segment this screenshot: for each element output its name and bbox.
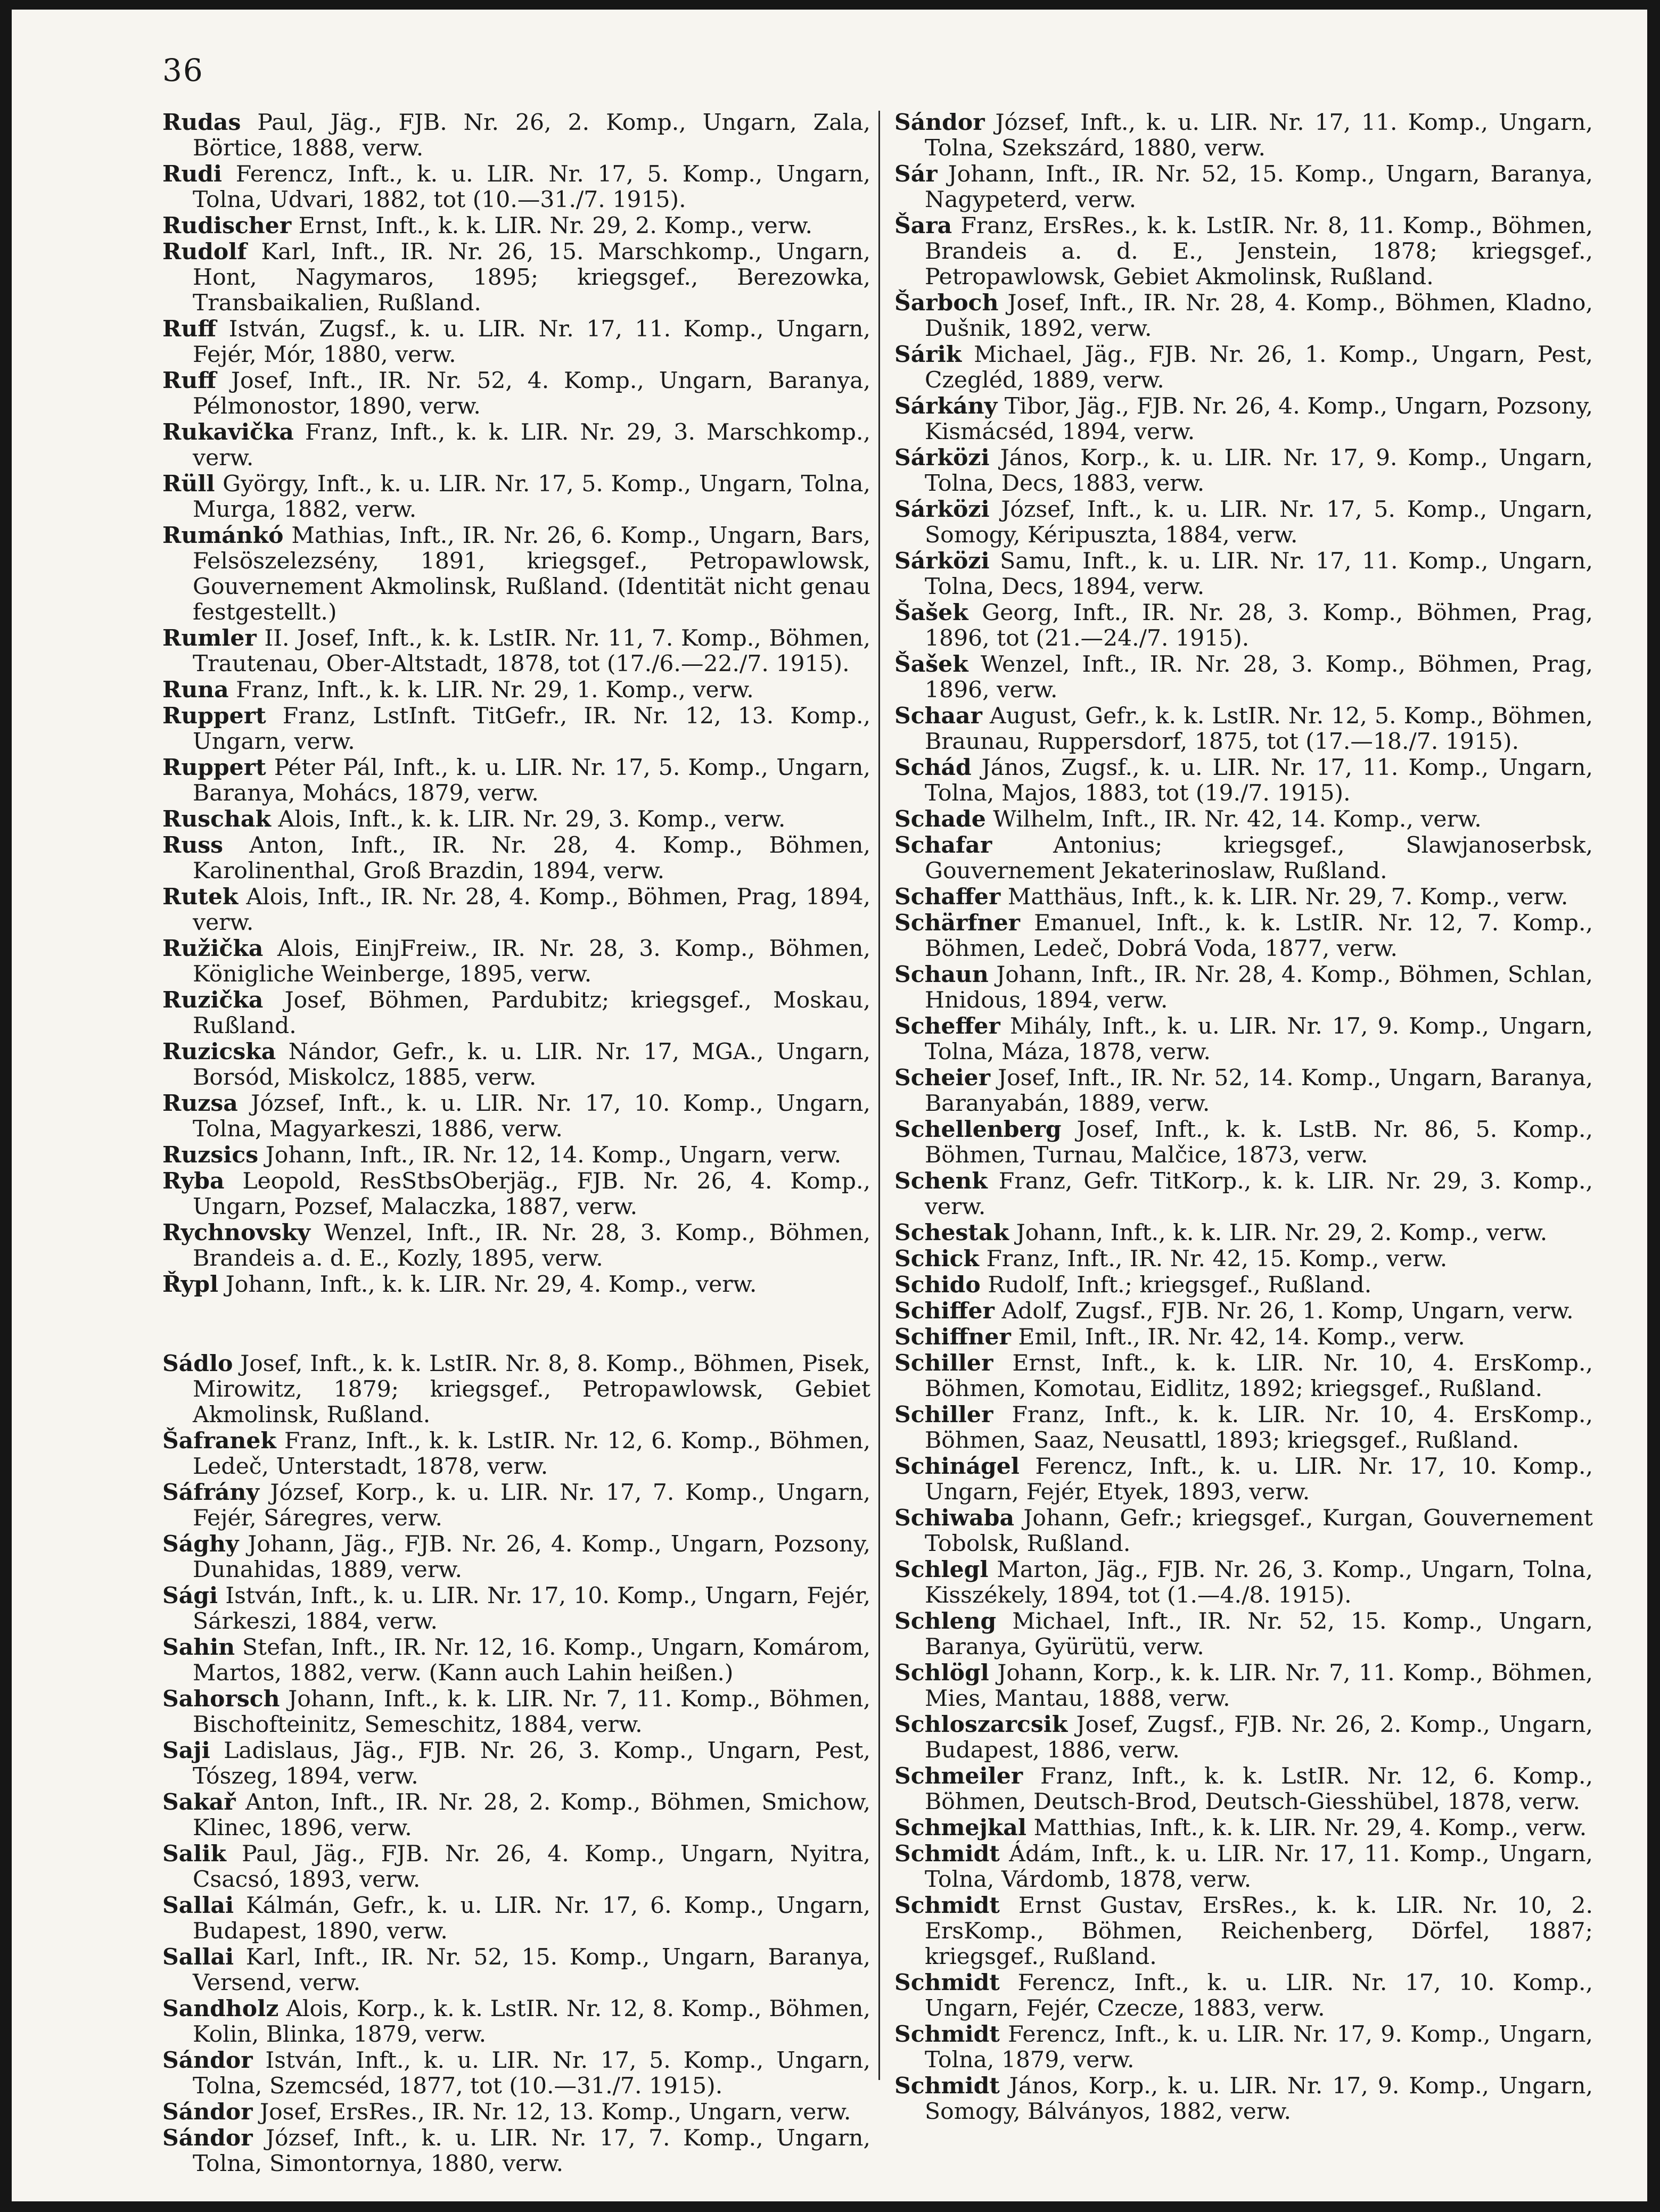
register-entry <box>894 1168 1593 1220</box>
entry-surname: Šašek <box>894 651 968 678</box>
left-column <box>162 110 870 2177</box>
entry-details: Johann, Inft., IR. Nr. 52, 15. Komp., Ungarn, Baranya, Nagypeterd, verw. <box>925 161 1593 213</box>
register-entry <box>162 213 870 239</box>
register-entry <box>894 703 1593 755</box>
entry-surname: Sáfrány <box>162 1479 260 1506</box>
entry-details: Ernst, Inft., k. k. LIR. Nr. 10, 4. ErsKomp., Böhmen, Komotau, Eidlitz, 1892; kriegsgef., Rußland. <box>925 1350 1593 1402</box>
entry-surname: Schenk <box>894 1168 988 1194</box>
entry-details: Marton, Jäg., FJB. Nr. 26, 3. Komp., Ungarn, Tolna, Kisszékely, 1894, tot (1.—4./8. 1915). <box>925 1557 1593 1608</box>
entry-details: Anton, Inft., IR. Nr. 28, 4. Komp., Böhmen, Karolinenthal, Groß Brazdin, 1894, verw. <box>193 832 870 884</box>
register-entry <box>894 600 1593 651</box>
entry-surname: Schellenberg <box>894 1116 1062 1143</box>
entry-details: Anton, Inft., IR. Nr. 28, 2. Komp., Böhmen, Smichow, Klinec, 1896, verw. <box>193 1789 870 1841</box>
entry-surname: Sallai <box>162 1944 234 1970</box>
register-entry <box>162 1738 870 1789</box>
entry-surname: Schärfner <box>894 910 1021 936</box>
register-entry <box>162 1841 870 1893</box>
register-entry <box>894 1065 1593 1117</box>
entry-surname: Sárközi <box>894 548 990 574</box>
entry-surname: Schido <box>894 1272 981 1298</box>
entry-surname: Schmidt <box>894 2021 1000 2048</box>
entry-details: Franz, Inft., IR. Nr. 42, 15. Komp., verw. <box>979 1246 1448 1272</box>
register-entry <box>894 1350 1593 1402</box>
entry-surname: Schmejkal <box>894 1814 1026 1841</box>
entry-surname: Rudolf <box>162 238 247 265</box>
register-entry <box>894 806 1593 832</box>
entry-details: Alois, Korp., k. k. LstIR. Nr. 12, 8. Komp., Böhmen, Kolin, Blinka, 1879, verw. <box>193 1996 870 2048</box>
entry-surname: Rumánkó <box>162 522 284 549</box>
entry-details: Michael, Inft., IR. Nr. 52, 15. Komp., Ungarn, Baranya, Gyürütü, verw. <box>925 1608 1593 1660</box>
entry-surname: Rukavička <box>162 419 294 445</box>
entry-details: István, Inft., k. u. LIR. Nr. 17, 5. Komp., Ungarn, Tolna, Szemcséd, 1877, tot (10.—31./7. 1915). <box>193 2048 870 2099</box>
register-entry <box>894 1220 1593 1246</box>
register-entry <box>894 1402 1593 1454</box>
register-entry <box>162 755 870 806</box>
register-entry <box>162 1142 870 1168</box>
entry-surname: Ruppert <box>162 754 266 781</box>
entry-surname: Schlegl <box>894 1556 989 1583</box>
entry-details: Antonius; kriegsgef., Slawjanoserbsk, Gouvernement Jekaterinoslaw, Rußland. <box>925 832 1593 884</box>
entry-surname: Schaar <box>894 703 982 729</box>
entry-surname: Šarboch <box>894 290 999 316</box>
register-entry <box>894 1712 1593 1763</box>
register-entry <box>894 1970 1593 2021</box>
entry-surname: Schleng <box>894 1608 997 1635</box>
register-entry <box>162 1686 870 1738</box>
entry-details: Ladislaus, Jäg., FJB. Nr. 26, 3. Komp., Ungarn, Pest, Tószeg, 1894, verw. <box>193 1738 870 1789</box>
entry-surname: Ružička <box>162 935 264 962</box>
entry-surname: Sádlo <box>162 1350 233 1377</box>
entry-surname: Rudischer <box>162 212 292 239</box>
entry-details: Josef, Inft., k. k. LstIR. Nr. 8, 8. Komp., Böhmen, Pisek, Mirowitz, 1879; kriegsgef., Petropawlowsk, Gebiet Akmolinsk, Rußland. <box>193 1351 870 1428</box>
register-entry <box>162 884 870 936</box>
entry-details: Wenzel, Inft., IR. Nr. 28, 3. Komp., Böhmen, Prag, 1896, verw. <box>925 651 1593 703</box>
entry-surname: Schaun <box>894 961 989 988</box>
register-entry <box>894 884 1593 910</box>
entry-details: Karl, Inft., IR. Nr. 52, 15. Komp., Ungarn, Baranya, Versend, verw. <box>193 1944 870 1996</box>
entry-details: Adolf, Zugsf., FJB. Nr. 26, 1. Komp, Ungarn, verw. <box>994 1298 1574 1324</box>
register-entry <box>894 393 1593 445</box>
entry-surname: Ryba <box>162 1168 225 1194</box>
entry-surname: Řypl <box>162 1271 219 1298</box>
entry-surname: Schmeiler <box>894 1763 1023 1789</box>
entry-surname: Rychnovsky <box>162 1219 311 1246</box>
register-entry <box>162 806 870 832</box>
entry-details: Matthias, Inft., k. k. LIR. Nr. 29, 4. Komp., verw. <box>1026 1815 1587 1841</box>
entry-surname: Šašek <box>894 599 968 626</box>
register-entry <box>162 1168 870 1220</box>
register-entry <box>162 1272 870 1298</box>
entry-details: Wilhelm, Inft., IR. Nr. 42, 14. Komp., verw. <box>985 806 1482 832</box>
entry-details: Franz, Inft., k. k. LIR. Nr. 10, 4. ErsKomp., Böhmen, Saaz, Neusattl, 1893; kriegsgef., Rußland. <box>925 1402 1593 1454</box>
entry-surname: Sági <box>162 1582 218 1609</box>
register-entry <box>894 1505 1593 1557</box>
entry-details: Josef, Inft., k. k. LstB. Nr. 86, 5. Komp., Böhmen, Turnau, Malčice, 1873, verw. <box>925 1117 1593 1168</box>
register-entry <box>894 342 1593 393</box>
register-entry <box>162 703 870 755</box>
entry-surname: Schlögl <box>894 1660 989 1686</box>
register-entry <box>894 1117 1593 1168</box>
register-entry <box>162 110 870 161</box>
register-entry <box>162 161 870 213</box>
entry-surname: Saji <box>162 1737 210 1764</box>
register-entry <box>162 239 870 316</box>
entry-details: Michael, Jäg., FJB. Nr. 26, 1. Komp., Ungarn, Pest, Czegléd, 1889, verw. <box>925 342 1593 393</box>
entry-surname: Ruschak <box>162 806 271 832</box>
register-entry <box>894 497 1593 548</box>
entry-surname: Schiffner <box>894 1324 1011 1350</box>
entry-surname: Rudas <box>162 109 241 136</box>
entry-surname: Sághy <box>162 1531 239 1557</box>
entry-details: Ferencz, Inft., k. u. LIR. Nr. 17, 10. Komp., Ungarn, Fejér, Czecze, 1883, verw. <box>925 1970 1593 2021</box>
entry-details: Kálmán, Gefr., k. u. LIR. Nr. 17, 6. Komp., Ungarn, Budapest, 1890, verw. <box>193 1893 870 1944</box>
entry-details: Alois, EinjFreiw., IR. Nr. 28, 3. Komp., Böhmen, Königliche Weinberge, 1895, verw. <box>193 936 870 987</box>
register-entry <box>894 161 1593 213</box>
entry-details: Ádám, Inft., k. u. LIR. Nr. 17, 11. Komp., Ungarn, Tolna, Várdomb, 1878, verw. <box>925 1841 1593 1893</box>
entry-details: Franz, Inft., k. k. LIR. Nr. 29, 1. Komp., verw. <box>228 677 754 703</box>
entry-details: Johann, Gefr.; kriegsgef., Kurgan, Gouvernement Tobolsk, Rußland. <box>925 1505 1593 1557</box>
document-page <box>12 10 1647 2201</box>
entry-surname: Schinágel <box>894 1453 1020 1480</box>
register-entry <box>894 1246 1593 1272</box>
entry-details: Ferencz, Inft., k. u. LIR. Nr. 17, 10. Komp., Ungarn, Fejér, Etyek, 1893, verw. <box>925 1454 1593 1505</box>
entry-details: Josef, ErsRes., IR. Nr. 12, 13. Komp., Ungarn, verw. <box>252 2099 851 2125</box>
entry-surname: Sárközi <box>894 444 990 471</box>
register-entry <box>162 1220 870 1272</box>
register-entry <box>162 1480 870 1531</box>
entry-details: Franz, LstInft. TitGefr., IR. Nr. 12, 13. Komp., Ungarn, verw. <box>193 703 870 755</box>
entry-details: Emanuel, Inft., k. k. LstIR. Nr. 12, 7. Komp., Böhmen, Ledeč, Dobrá Voda, 1877, verw. <box>925 910 1593 962</box>
entry-details: II. Josef, Inft., k. k. LstIR. Nr. 11, 7. Komp., Böhmen, Trautenau, Ober-Altstadt, 1878, tot (17./6.—22./7. 1915). <box>193 625 870 677</box>
entry-details: Georg, Inft., IR. Nr. 28, 3. Komp., Böhmen, Prag, 1896, tot (21.—24./7. 1915). <box>925 600 1593 651</box>
entry-details: Alois, Inft., k. k. LIR. Nr. 29, 3. Komp., verw. <box>270 806 786 832</box>
entry-details: Franz, Inft., k. k. LstIR. Nr. 12, 6. Komp., Böhmen, Deutsch-Brod, Deutsch-Giesshübel, 1878, verw. <box>925 1763 1593 1815</box>
entry-details: Franz, Gefr. TitKorp., k. k. LIR. Nr. 29, 3. Komp., verw. <box>925 1168 1593 1220</box>
register-entry <box>162 1635 870 1686</box>
register-entry <box>162 677 870 703</box>
entry-details: Rudolf, Inft.; kriegsgef., Rußland. <box>980 1272 1372 1298</box>
register-entry <box>162 1789 870 1841</box>
entry-surname: Ruzička <box>162 987 264 1013</box>
entry-surname: Sárközi <box>894 496 990 523</box>
entry-surname: Sándor <box>162 2099 253 2125</box>
entry-details: Matthäus, Inft., k. k. LIR. Nr. 29, 7. Komp., verw. <box>1000 884 1568 910</box>
entry-details: József, Inft., k. u. LIR. Nr. 17, 5. Komp., Ungarn, Somogy, Kéripuszta, 1884, verw. <box>925 497 1593 548</box>
entry-surname: Russ <box>162 832 224 859</box>
entry-surname: Scheier <box>894 1064 991 1091</box>
entry-details: Alois, Inft., IR. Nr. 28, 4. Komp., Böhmen, Prag, 1894, verw. <box>193 884 870 936</box>
entry-details: Paul, Jäg., FJB. Nr. 26, 2. Komp., Ungarn, Zala, Börtice, 1888, verw. <box>193 110 870 161</box>
register-entry <box>162 625 870 677</box>
entry-details: Péter Pál, Inft., k. u. LIR. Nr. 17, 5. Komp., Ungarn, Baranya, Mohács, 1879, verw. <box>193 755 870 806</box>
register-entry <box>894 1272 1593 1298</box>
entry-surname: Schmidt <box>894 2073 1000 2099</box>
register-entry <box>894 651 1593 703</box>
register-entry <box>162 1531 870 1583</box>
entry-surname: Ruppert <box>162 703 266 729</box>
entry-surname: Šara <box>894 212 952 239</box>
register-entry <box>162 1428 870 1480</box>
right-column <box>894 110 1593 2125</box>
entry-details: Josef, Böhmen, Pardubitz; kriegsgef., Moskau, Rußland. <box>193 987 870 1039</box>
register-entry <box>162 368 870 419</box>
entry-details: István, Inft., k. u. LIR. Nr. 17, 10. Komp., Ungarn, Fejér, Sárkeszi, 1884, verw. <box>193 1583 870 1635</box>
register-entry <box>162 1996 870 2048</box>
register-entry <box>894 2073 1593 2125</box>
register-entry <box>162 523 870 625</box>
register-entry <box>162 1944 870 1996</box>
register-entry <box>162 316 870 368</box>
entry-details: Emil, Inft., IR. Nr. 42, 14. Komp., verw. <box>1010 1324 1465 1350</box>
entry-details: Franz, Inft., k. k. LstIR. Nr. 12, 6. Komp., Böhmen, Ledeč, Unterstadt, 1878, verw. <box>193 1428 870 1480</box>
page-number: 36 <box>162 52 204 88</box>
entry-details: Mathias, Inft., IR. Nr. 26, 6. Komp., Ungarn, Bars, Felsöszelezsény, 1891, kriegsgef., Petropawlowsk, Gouvernement Akmolinsk, Rußland. (Identität nicht genau festgestellt.) <box>193 523 870 625</box>
entry-surname: Schád <box>894 754 972 781</box>
entry-surname: Rudi <box>162 161 223 187</box>
entry-details: Johann, Jäg., FJB. Nr. 26, 4. Komp., Ungarn, Pozsony, Dunahidas, 1889, verw. <box>193 1531 870 1583</box>
entry-surname: Sandholz <box>162 1995 279 2022</box>
register-entry <box>162 987 870 1039</box>
entry-details: Johann, Inft., k. k. LIR. Nr. 29, 2. Komp., verw. <box>1009 1220 1548 1246</box>
entry-surname: Ruff <box>162 316 217 342</box>
entry-details: Franz, ErsRes., k. k. LstIR. Nr. 8, 11. Komp., Böhmen, Brandeis a. d. E., Jenstein, 1878; kriegsgef., Petropawlowsk, Gebiet Akmolinsk, Rußland. <box>925 213 1593 290</box>
register-entry <box>162 1893 870 1944</box>
entry-surname: Sándor <box>162 2047 253 2074</box>
entry-details: Johann, Inft., IR. Nr. 28, 4. Komp., Böhmen, Schlan, Hnidous, 1894, verw. <box>925 962 1593 1013</box>
register-entry <box>162 2099 870 2125</box>
entry-details: József, Inft., k. u. LIR. Nr. 17, 10. Komp., Ungarn, Tolna, Magyarkeszi, 1886, verw. <box>193 1091 870 1142</box>
entry-surname: Sakař <box>162 1789 236 1815</box>
entry-details: Ferencz, Inft., k. u. LIR. Nr. 17, 9. Komp., Ungarn, Tolna, 1879, verw. <box>925 2021 1593 2073</box>
entry-surname: Schmidt <box>894 1892 1000 1919</box>
register-entry <box>894 548 1593 600</box>
entry-surname: Schaffer <box>894 884 1001 910</box>
entry-details: Johann, Inft., IR. Nr. 12, 14. Komp., Ungarn, verw. <box>258 1142 842 1168</box>
register-entry <box>894 1660 1593 1712</box>
entry-details: Karl, Inft., IR. Nr. 26, 15. Marschkomp., Ungarn, Hont, Nagymaros, 1895; kriegsgef., Berezowka, Transbaikalien, Rußland. <box>193 239 870 316</box>
entry-details: Ernst Gustav, ErsRes., k. k. LIR. Nr. 10, 2. ErsKomp., Böhmen, Reichenberg, Dörfel, 1887; kriegsgef., Rußland. <box>925 1893 1593 1970</box>
entry-surname: Rutek <box>162 884 239 910</box>
register-entry <box>162 832 870 884</box>
entry-details: Josef, Inft., IR. Nr. 52, 4. Komp., Ungarn, Baranya, Pélmonostor, 1890, verw. <box>193 368 870 419</box>
entry-surname: Sahin <box>162 1634 235 1661</box>
entry-surname: Sárik <box>894 341 962 368</box>
entry-details: Josef, Inft., IR. Nr. 52, 14. Komp., Ungarn, Baranya, Baranyabán, 1889, verw. <box>925 1065 1593 1117</box>
entry-details: Ferencz, Inft., k. u. LIR. Nr. 17, 5. Komp., Ungarn, Tolna, Udvari, 1882, tot (10.—31./7. 1915). <box>193 161 870 213</box>
entry-surname: Sahorsch <box>162 1686 280 1712</box>
register-entry <box>894 1324 1593 1350</box>
entry-surname: Schick <box>894 1245 979 1272</box>
register-entry <box>894 1841 1593 1893</box>
entry-details: Johann, Inft., k. k. LIR. Nr. 7, 11. Komp., Böhmen, Bischofteinitz, Semeschitz, 1884, verw. <box>193 1686 870 1738</box>
entry-surname: Sár <box>894 161 938 187</box>
entry-surname: Schmidt <box>894 1969 1000 1996</box>
entry-surname: Scheffer <box>894 1013 1000 1039</box>
entry-details: Nándor, Gefr., k. u. LIR. Nr. 17, MGA., Ungarn, Borsód, Miskolcz, 1885, verw. <box>193 1039 870 1091</box>
entry-details: József, Inft., k. u. LIR. Nr. 17, 11. Komp., Ungarn, Tolna, Szekszárd, 1880, verw. <box>925 110 1593 161</box>
entry-details: Wenzel, Inft., IR. Nr. 28, 3. Komp., Böhmen, Brandeis a. d. E., Kozly, 1895, verw. <box>193 1220 870 1272</box>
register-entry <box>894 832 1593 884</box>
entry-surname: Schiffer <box>894 1298 995 1324</box>
register-entry <box>894 1893 1593 1970</box>
entry-surname: Schade <box>894 806 986 832</box>
register-entry <box>894 1013 1593 1065</box>
entry-details: József, Inft., k. u. LIR. Nr. 17, 7. Komp., Ungarn, Tolna, Simontornya, 1880, verw. <box>193 2125 870 2177</box>
entry-surname: Schestak <box>894 1219 1009 1246</box>
entry-surname: Rüll <box>162 471 215 497</box>
entry-details: János, Zugsf., k. u. LIR. Nr. 17, 11. Komp., Ungarn, Tolna, Majos, 1883, tot (19./7. 1915). <box>925 755 1593 806</box>
register-entry <box>162 1091 870 1142</box>
entry-details: Samu, Inft., k. u. LIR. Nr. 17, 11. Komp., Ungarn, Tolna, Decs, 1894, verw. <box>925 548 1593 600</box>
entry-surname: Ruzicska <box>162 1038 276 1065</box>
register-entry <box>162 1583 870 1635</box>
entry-surname: Runa <box>162 676 229 703</box>
entry-details: Josef, Inft., IR. Nr. 28, 4. Komp., Böhmen, Kladno, Dušnik, 1892, verw. <box>925 290 1593 342</box>
entry-surname: Ruzsa <box>162 1090 238 1117</box>
register-entry <box>894 755 1593 806</box>
register-entry <box>162 2125 870 2177</box>
entry-details: János, Korp., k. u. LIR. Nr. 17, 9. Komp., Ungarn, Somogy, Bálványos, 1882, verw. <box>925 2073 1593 2125</box>
register-entry <box>894 2021 1593 2073</box>
register-entry <box>894 1298 1593 1324</box>
register-entry <box>894 213 1593 290</box>
entry-details: Leopold, ResStbsOberjäg., FJB. Nr. 26, 4. Komp., Ungarn, Pozsef, Malaczka, 1887, verw. <box>193 1168 870 1220</box>
register-entry <box>894 1815 1593 1841</box>
entry-details: Franz, Inft., k. k. LIR. Nr. 29, 3. Marschkomp., verw. <box>193 419 870 471</box>
entry-details: Stefan, Inft., IR. Nr. 12, 16. Komp., Ungarn, Komárom, Martos, 1882, verw. (Kann auch Lahin heißen.) <box>193 1635 870 1686</box>
entry-details: József, Korp., k. u. LIR. Nr. 17, 7. Komp., Ungarn, Fejér, Sáregres, verw. <box>193 1480 870 1531</box>
entry-surname: Schafar <box>894 832 992 859</box>
register-entry <box>894 445 1593 497</box>
entry-surname: Schiller <box>894 1401 993 1428</box>
entry-surname: Šafranek <box>162 1427 276 1454</box>
entry-surname: Salik <box>162 1840 226 1867</box>
entry-surname: Sallai <box>162 1892 234 1919</box>
entry-surname: Schloszarcsik <box>894 1711 1068 1738</box>
entry-details: István, Zugsf., k. u. LIR. Nr. 17, 11. Komp., Ungarn, Fejér, Mór, 1880, verw. <box>193 316 870 368</box>
entry-surname: Schiller <box>894 1350 993 1376</box>
register-entry <box>894 962 1593 1013</box>
entry-details: Johann, Korp., k. k. LIR. Nr. 7, 11. Komp., Böhmen, Mies, Mantau, 1888, verw. <box>925 1660 1593 1712</box>
entry-details: János, Korp., k. u. LIR. Nr. 17, 9. Komp., Ungarn, Tolna, Decs, 1883, verw. <box>925 445 1593 497</box>
entry-details: Tibor, Jäg., FJB. Nr. 26, 4. Komp., Ungarn, Pozsony, Kismácséd, 1894, verw. <box>925 393 1593 445</box>
register-entry <box>162 1351 870 1428</box>
register-entry <box>894 1454 1593 1505</box>
entry-surname: Ruzsics <box>162 1142 259 1168</box>
entry-surname: Sándor <box>894 109 985 136</box>
register-entry <box>162 419 870 471</box>
register-entry <box>894 1608 1593 1660</box>
register-entry <box>894 110 1593 161</box>
entry-surname: Schmidt <box>894 1840 1000 1867</box>
entry-surname: Rumler <box>162 625 257 651</box>
entry-surname: Ruff <box>162 367 217 394</box>
register-entry <box>162 471 870 523</box>
column-divider <box>878 111 880 2080</box>
entry-surname: Sándor <box>162 2125 253 2151</box>
register-entry <box>162 2048 870 2099</box>
entry-surname: Sárkány <box>894 393 998 419</box>
entry-details: Johann, Inft., k. k. LIR. Nr. 29, 4. Komp., verw. <box>218 1272 757 1298</box>
entry-details: György, Inft., k. u. LIR. Nr. 17, 5. Komp., Ungarn, Tolna, Murga, 1882, verw. <box>193 471 870 523</box>
entry-surname: Schiwaba <box>894 1505 1014 1531</box>
entry-details: Paul, Jäg., FJB. Nr. 26, 4. Komp., Ungarn, Nyitra, Csacsó, 1893, verw. <box>193 1841 870 1893</box>
register-entry <box>894 910 1593 962</box>
entry-details: August, Gefr., k. k. LstIR. Nr. 12, 5. Komp., Böhmen, Braunau, Ruppersdorf, 1875, tot (17.—18./7. 1915). <box>925 703 1593 755</box>
entry-details: Ernst, Inft., k. k. LIR. Nr. 29, 2. Komp., verw. <box>291 213 812 239</box>
register-entry <box>894 290 1593 342</box>
register-entry <box>894 1557 1593 1608</box>
register-entry <box>162 1039 870 1091</box>
entry-details: Josef, Zugsf., FJB. Nr. 26, 2. Komp., Ungarn, Budapest, 1886, verw. <box>925 1712 1593 1763</box>
entry-details: Mihály, Inft., k. u. LIR. Nr. 17, 9. Komp., Ungarn, Tolna, Máza, 1878, verw. <box>925 1013 1593 1065</box>
register-entry <box>894 1763 1593 1815</box>
register-entry <box>162 936 870 987</box>
